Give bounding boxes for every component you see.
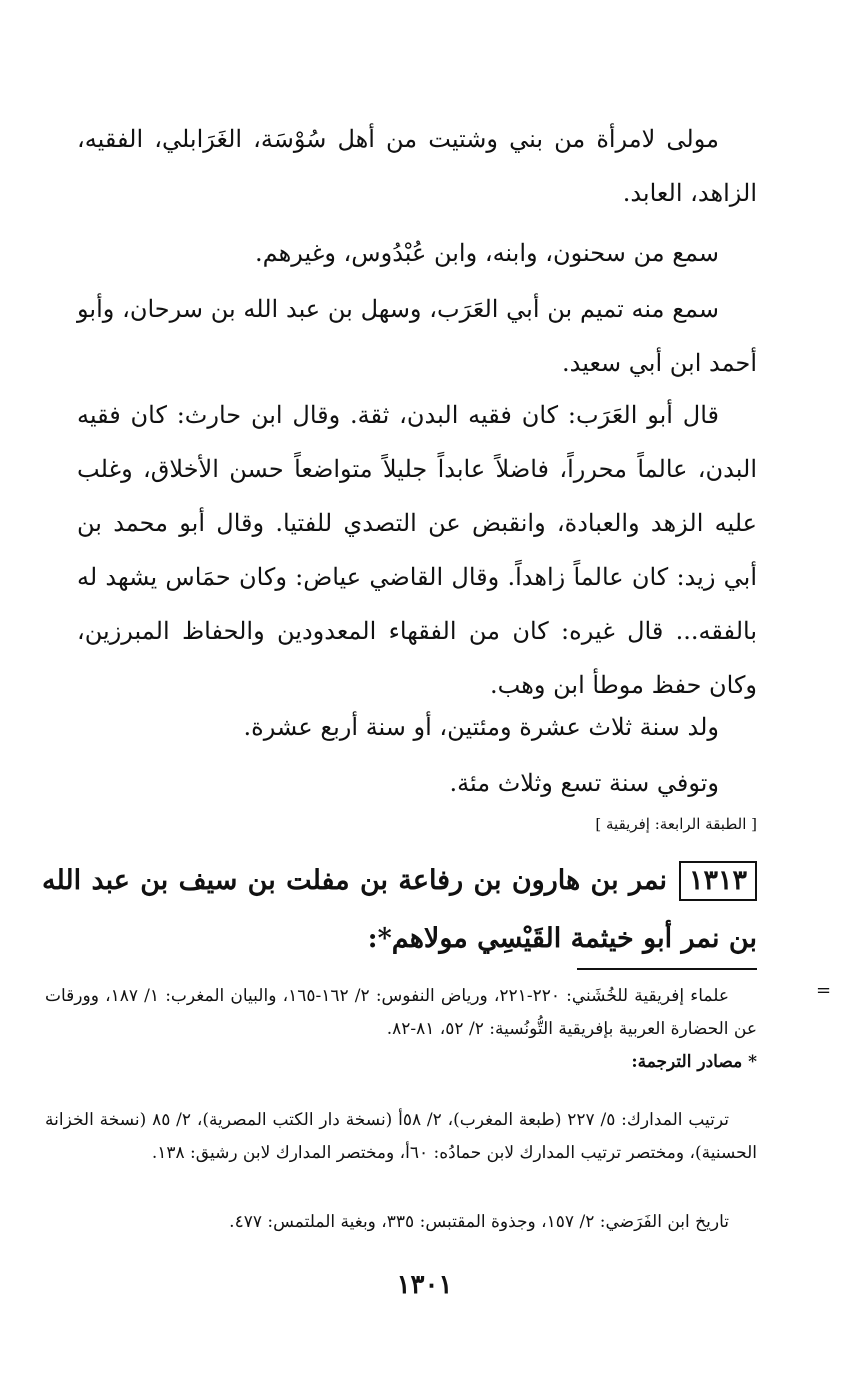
footnote-continuation-marker: = [816,980,832,1001]
footnote-rule [577,968,757,970]
paragraph-sayings: قال أبو العَرَب: كان فقيه البدن، ثقة. وقال ابن حارث: كان فقيه البدن، عالماً محرراً، فاضلاً عابداً جليلاً متواضعاً حسن الأخلاق، وغلب عليه الزهد والعبادة، وانقبض عن التصدي للفتيا. وقال أبو محمد بن أبي زيد: كان عالماً زاهداً. وقال القاضي عياض: وكان حمَاس يشهد له بالفقه... قال غيره: كان من الفقهاء المعدودين والحفاظ المبرزين، وكان حفظ موطأ ابن وهب. [77,401,757,699]
footnote-sources-heading: * مصادر الترجمة: [631,1052,757,1072]
footnote-continued: علماء إفريقية للخُشَني: ٢٢٠-٢٢١، ورياض النفوس: ٢/ ١٦٢-١٦٥، والبيان المغرب: ١/ ١٨٧، وورقات عن الحضارة العربية بإفريقية التُّونُسية: ٢/ ٥٢، ٨١-٨٢. [45,986,757,1039]
paragraph-birth: ولد سنة ثلاث عشرة ومئتين، أو سنة أربع عشرة. [243,713,719,741]
paragraph-heard-from: سمع من سحنون، وابنه، وابن عُبْدُوس، وغيرهم. [255,239,719,267]
footnote-source-2: تاريخ ابن الفَرَضي: ٢/ ١٥٧، وجذوة المقتبس: ٣٣٥، وبغية الملتمس: ٤٧٧. [229,1212,729,1232]
entry-heading [42,852,757,968]
entry-number: ١٣١٣ [679,861,757,901]
entry-title: نمر بن هارون بن رفاعة بن مفلت بن سيف بن عبد الله بن نمر أبو خيثمة القَيْسِي مولاهم*: [42,865,757,954]
paragraph-client-of: مولى لامرأة من بني وشتيت من أهل سُوْسَة، الغَرَابلي، الفقيه، الزاهد، العابد. [77,125,757,207]
footnote-source-1: ترتيب المدارك: ٥/ ٢٢٧ (طبعة المغرب)، ٢/ ٥٨أ (نسخة دار الكتب المصرية)، ٢/ ٨٥ (نسخة الخزانة الحسنية)، ومختصر ترتيب المدارك لابن حمادُه: ٦٠أ، ومختصر المدارك لابن رشيق: ١٣٨. [45,1110,757,1163]
paragraph-death: وتوفي سنة تسع وثلاث مئة. [449,769,719,797]
section-tag: [ الطبقة الرابعة: إفريقية ] [595,815,757,833]
page-number: ١٣٠١ [396,1270,453,1300]
paragraph-heard-by: سمع منه تميم بن أبي العَرَب، وسهل بن عبد الله بن سرحان، وأبو أحمد ابن أبي سعيد. [77,295,757,377]
